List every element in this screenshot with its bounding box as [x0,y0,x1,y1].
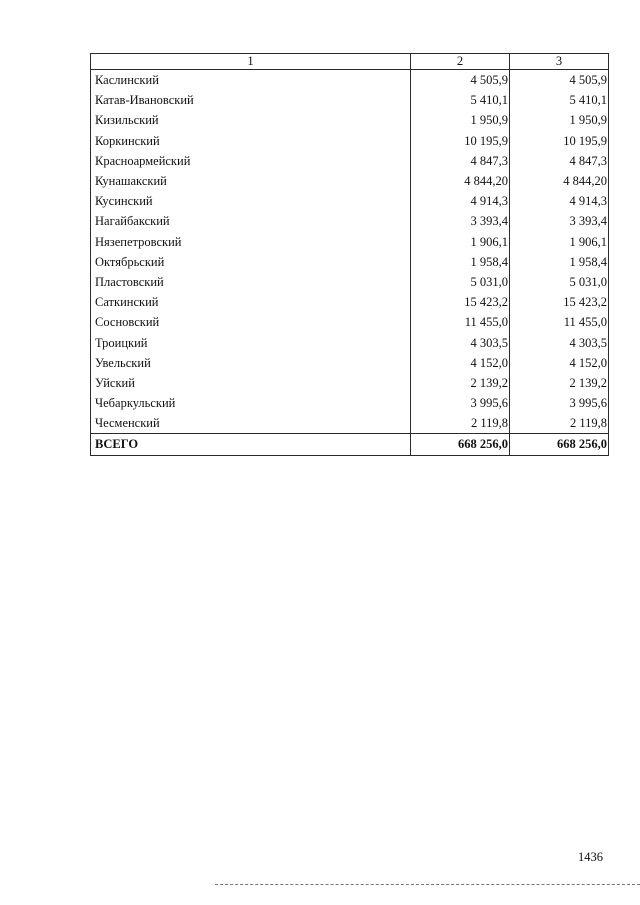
district-name: Уйский [91,373,411,393]
district-name: Кунашакский [91,171,411,191]
value-col-2: 2 139,2 [411,373,510,393]
table-row [91,373,609,393]
value-col-3: 3 393,4 [510,211,609,231]
value-col-2: 5 410,1 [411,90,510,110]
header-col-2: 2 [411,54,510,70]
table-row [91,151,609,171]
table-row [91,292,609,312]
value-col-2: 11 455,0 [411,312,510,332]
total-label: ВСЕГО [91,434,411,455]
value-col-2: 3 393,4 [411,211,510,231]
district-name: Сосновский [91,312,411,332]
value-col-3: 2 119,8 [510,413,609,434]
district-name: Пластовский [91,272,411,292]
table-row [91,211,609,231]
value-col-2: 15 423,2 [411,292,510,312]
value-col-3: 5 031,0 [510,272,609,292]
value-col-3: 10 195,9 [510,131,609,151]
value-col-3: 5 410,1 [510,90,609,110]
district-name: Саткинский [91,292,411,312]
table-row [91,90,609,110]
value-col-2: 2 119,8 [411,413,510,434]
header-row [91,54,609,70]
table-header [91,54,609,70]
table-row [91,393,609,413]
total-row [91,434,609,455]
district-name: Каслинский [91,70,411,91]
footer-divider [215,884,640,885]
value-col-3: 3 995,6 [510,393,609,413]
value-col-2: 1 906,1 [411,232,510,252]
district-name: Чебаркульский [91,393,411,413]
value-col-3: 1 958,4 [510,252,609,272]
value-col-3: 4 505,9 [510,70,609,91]
district-name: Нагайбакский [91,211,411,231]
value-col-3: 11 455,0 [510,312,609,332]
district-name: Красноармейский [91,151,411,171]
value-col-2: 4 847,3 [411,151,510,171]
table-row [91,232,609,252]
value-col-3: 15 423,2 [510,292,609,312]
value-col-3: 4 844,20 [510,171,609,191]
district-name: Катав-Ивановский [91,90,411,110]
value-col-3: 4 847,3 [510,151,609,171]
value-col-2: 10 195,9 [411,131,510,151]
district-name: Коркинский [91,131,411,151]
header-col-3: 3 [510,54,609,70]
value-col-3: 4 152,0 [510,353,609,373]
total-col-2: 668 256,0 [411,434,510,455]
value-col-3: 2 139,2 [510,373,609,393]
table-row [91,131,609,151]
value-col-2: 5 031,0 [411,272,510,292]
district-name: Чесменский [91,413,411,434]
value-col-3: 1 950,9 [510,110,609,130]
value-col-3: 1 906,1 [510,232,609,252]
table-row [91,252,609,272]
value-col-2: 4 914,3 [411,191,510,211]
total-col-3: 668 256,0 [510,434,609,455]
value-col-2: 4 505,9 [411,70,510,91]
table-body [91,70,609,456]
table-row [91,353,609,373]
district-name: Кизильский [91,110,411,130]
table-row [91,312,609,332]
table-row [91,110,609,130]
value-col-2: 4 303,5 [411,332,510,352]
budget-table [90,53,609,456]
value-col-2: 4 152,0 [411,353,510,373]
value-col-3: 4 914,3 [510,191,609,211]
table-row [91,171,609,191]
table-row [91,332,609,352]
table-row [91,70,609,91]
table-row [91,413,609,434]
district-name: Нязепетровский [91,232,411,252]
value-col-2: 1 950,9 [411,110,510,130]
district-name: Троицкий [91,332,411,352]
table-row [91,191,609,211]
value-col-3: 4 303,5 [510,332,609,352]
table-row [91,272,609,292]
value-col-2: 4 844,20 [411,171,510,191]
value-col-2: 3 995,6 [411,393,510,413]
district-name: Октябрьский [91,252,411,272]
page-number: 1436 [578,850,603,864]
value-col-2: 1 958,4 [411,252,510,272]
header-col-1: 1 [91,54,411,70]
district-name: Увельский [91,353,411,373]
district-name: Кусинский [91,191,411,211]
